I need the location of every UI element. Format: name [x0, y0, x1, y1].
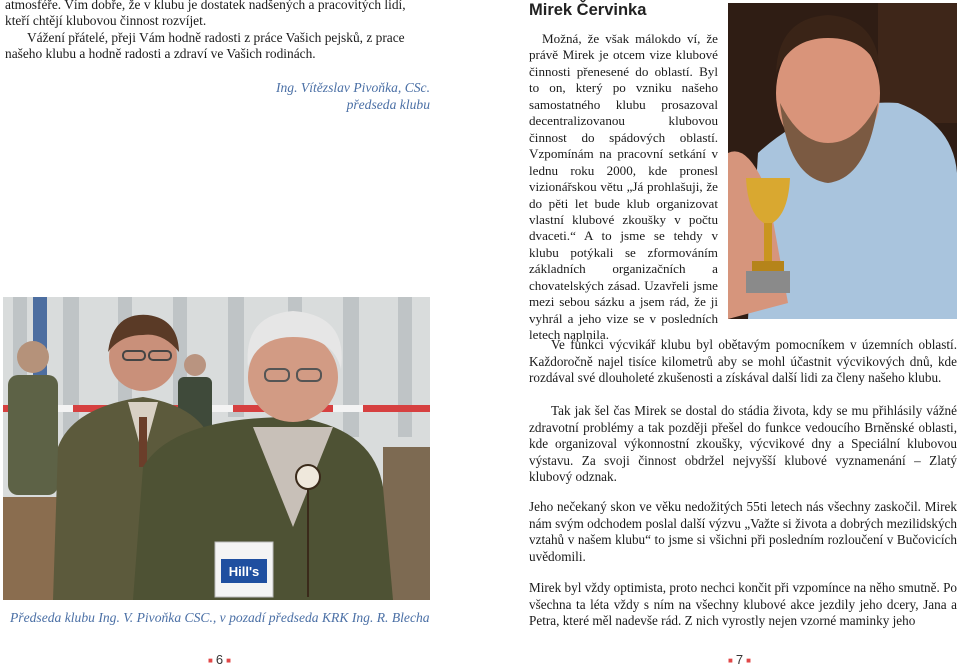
- trainer-paragraph: Ve funkci výcvikář klubu byl obětavým pomocníkem v územních oblastí. Každoročně najel tisíce kilometrů aby se mohl účastnit výcvikových dnů, kde rozdával své dlouholeté zkušenosti a získával další lidi za členy našeho klubu.: [529, 337, 957, 385]
- intro-paragraph: atmosféře. Vím dobře, že v klubu je dostatek nadšených a pracovitých lidí, kteří chtějí klubovou činnost rozvíjet.: [5, 0, 406, 28]
- right-page: [480, 0, 960, 666]
- signature-role: předseda klubu: [346, 97, 430, 112]
- page-marker-icon: ■: [746, 656, 751, 666]
- vision-paragraph: Možná, že však málokdo ví, že právě Mirek je otcem vize klubové činnosti přenesené do oblastí. Byl to on, který po vzniku našeho samostatného klubu prosazoval decentralizovanou klubovou činnost do spádových oblastí. Vzpomínám na pracovní setkání v lednu roku 2000, kde pronesl vizionářskou větu „Já prohlašuji, že do pěti let bude klub organizovat vlastní klubové zkoušky v počtu dvaceti.“ A to jsme se tehdy v klubu potýkali se zformováním základních organizačních a chovatelských zásad. Uzavřeli jsme mezi sebou sázku a jsem rád, že ji vyhrál a jeho vize se v posledních letech naplnila.: [529, 31, 718, 343]
- passing-paragraph: Jeho nečekaný skon ve věku nedožitých 55ti letech nás všechny zaskočil. Mirek nám svým odchodem poslal další výzvu „Važte si života a dobrých mezilidských vztahů v našem klubu“ to jsme si všichni při posledním rozloučení v Bučovicích uvědomili.: [529, 499, 957, 564]
- hills-badge-text: Hill's: [228, 564, 260, 579]
- wishes-paragraph: Vážení přátelé, přeji Vám hodně radosti z práce Vašich pejsků, z prace našeho klubu a hodně radosti a zdraví ve Vašich rodinách.: [5, 30, 405, 61]
- page-marker-icon: ■: [208, 656, 213, 666]
- chairman-photo: [3, 297, 430, 600]
- page-marker-icon: ■: [728, 656, 733, 666]
- health-paragraph: Tak jak šel čas Mirek se dostal do stádia života, kdy se mu přihlásily vážné zdravotní problémy a tak později přešel do funkce vedoucího Brněnské oblasti, kde organizoval výkonnostní zkoušky, výcvikové dny a Speciální klubovou výstavu. Za svoji činnost obdržel nejvyšší klubové vyznamenání – Zlatý klubový odznak.: [529, 403, 957, 484]
- mirek-portrait-image: [728, 3, 957, 319]
- left-page: [0, 0, 480, 666]
- chairman-photo-image: [3, 297, 430, 600]
- optimist-paragraph: Mirek byl vždy optimista, proto nechci končit při vzpomínce na něho smutně. Po všechna ta léta vždy s ním na všechny klubové akce jezdily jeho dcery, Jana a Petra, které měl nadevše rád. Z nich vyrostly nejen vzorné maminky jeho: [529, 580, 957, 628]
- photo-caption: Předseda klubu Ing. V. Pivoňka CSC., v pozadí předseda KRK Ing. R. Blecha: [10, 610, 430, 625]
- page-number-left: ■ 6 ■: [205, 652, 234, 667]
- page-marker-icon: ■: [226, 656, 231, 666]
- mirek-portrait-photo: [728, 3, 957, 319]
- page-number-right: ■ 7 ■: [725, 652, 754, 667]
- article-title: Mirek Červinka: [529, 1, 647, 19]
- signature-name: Ing. Vítězslav Pivoňka, CSc.: [275, 80, 430, 95]
